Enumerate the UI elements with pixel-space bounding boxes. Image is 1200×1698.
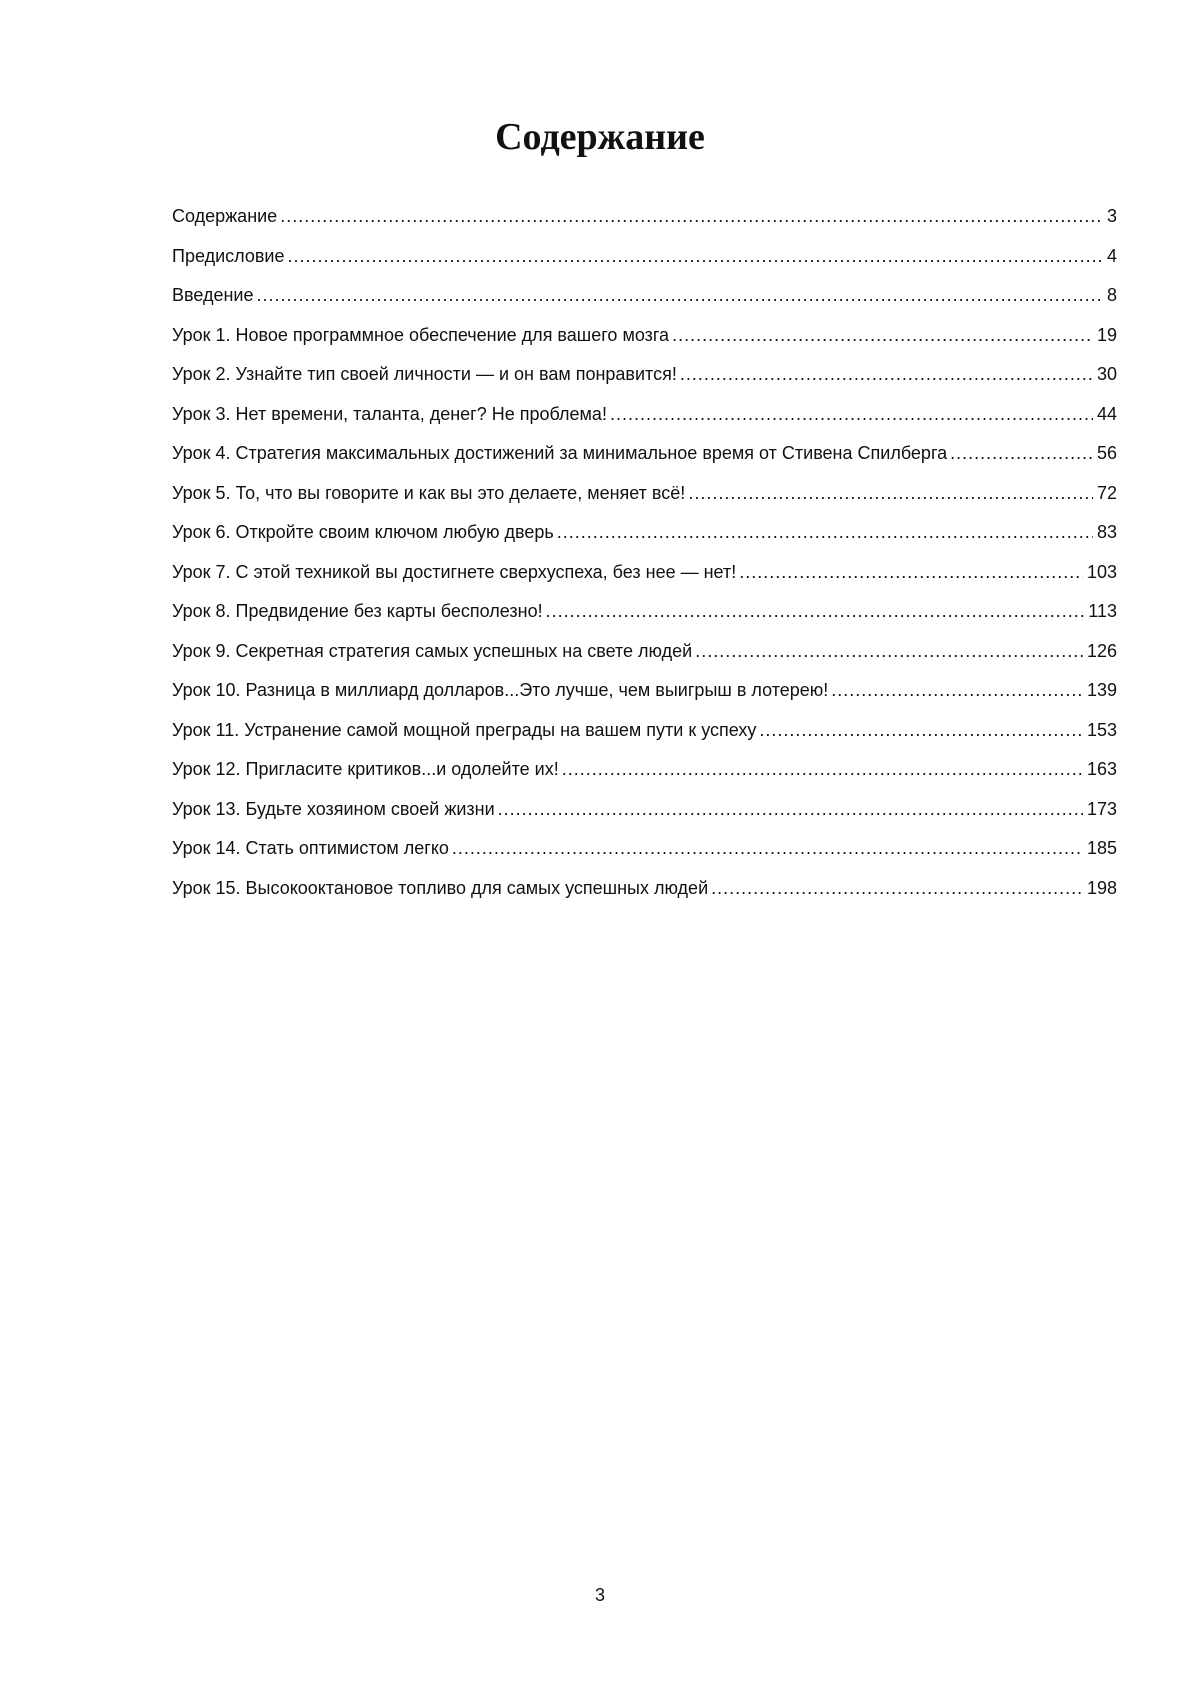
toc-entry-page-number: 139 [1086, 680, 1117, 700]
toc-entry-page-number: 3 [1106, 206, 1117, 226]
toc-entry-page-number: 163 [1086, 759, 1117, 779]
toc-entry-page-number: 30 [1096, 364, 1117, 384]
toc-entry[interactable] [172, 671, 1117, 711]
toc-dot-leader [280, 197, 1103, 237]
toc-entry[interactable] [172, 434, 1117, 474]
toc-entry[interactable] [172, 592, 1117, 632]
toc-entry-page-number: 19 [1096, 324, 1117, 345]
toc-entry-label: Урок 15. Высокооктановое топливо для самых успешных людей [172, 877, 709, 898]
toc-dot-leader [557, 513, 1093, 553]
toc-entry-label: Урок 3. Нет времени, таланта, денег? Не проблема! [172, 403, 607, 424]
toc-entry-label: Урок 9. Секретная стратегия самых успешных на свете людей [172, 640, 693, 661]
toc-entry-label: Введение [172, 285, 254, 305]
toc-entry-label: Урок 7. С этой техникой вы достигнете сверхуспеха, без нее — нет! [172, 561, 737, 582]
toc-dot-leader [610, 395, 1093, 435]
toc-entry-page-number: 185 [1086, 838, 1117, 858]
toc-entry[interactable] [172, 237, 1117, 277]
toc-entry-page-number: 113 [1088, 601, 1117, 621]
toc-entry-page-number: 72 [1096, 482, 1117, 503]
toc-dot-leader [452, 829, 1083, 869]
toc-entry[interactable] [172, 553, 1117, 593]
toc-entry-page-number: 103 [1086, 561, 1117, 582]
toc-entry-page-number: 198 [1086, 877, 1117, 898]
toc-entry[interactable] [172, 829, 1117, 869]
toc-entry-label: Урок 10. Разница в миллиард долларов...Это лучше, чем выигрыш в лотерею! [172, 680, 829, 700]
toc-entry[interactable] [172, 513, 1117, 553]
toc-dot-leader [831, 671, 1083, 711]
toc-entry-label: Урок 11. Устранение самой мощной преграды на вашем пути к успеху [172, 719, 757, 740]
toc-entry-label: Урок 6. Откройте своим ключом любую дверь [172, 522, 554, 542]
toc-entry-page-number: 126 [1086, 640, 1117, 661]
toc-entry[interactable] [172, 276, 1117, 316]
toc-entry[interactable] [172, 197, 1117, 237]
toc-entry[interactable] [172, 395, 1117, 435]
toc-entry-page-number: 8 [1106, 285, 1117, 305]
toc-dot-leader [688, 474, 1093, 514]
toc-dot-leader [562, 750, 1083, 790]
toc-dot-leader [950, 434, 1093, 474]
toc-dot-leader [739, 553, 1083, 593]
toc-entry[interactable] [172, 790, 1117, 830]
toc-entry[interactable] [172, 632, 1117, 672]
toc-entry-label: Предисловие [172, 245, 285, 266]
toc-entry-page-number: 4 [1106, 245, 1117, 266]
toc-entry-label: Урок 12. Пригласите критиков...и одолейте их! [172, 759, 559, 779]
toc-entry-label: Урок 4. Стратегия максимальных достижений за минимальное время от Стивена Спилберга [172, 443, 948, 463]
toc-entry-page-number: 44 [1096, 403, 1117, 424]
toc-dot-leader [498, 790, 1083, 830]
table-of-contents [172, 197, 1117, 908]
toc-entry-label: Урок 5. То, что вы говорите и как вы это делаете, меняет всё! [172, 482, 686, 503]
toc-entry[interactable] [172, 474, 1117, 514]
toc-entry-page-number: 56 [1096, 443, 1117, 463]
toc-entry[interactable] [172, 711, 1117, 751]
toc-entry-page-number: 83 [1096, 522, 1117, 542]
toc-entry-label: Содержание [172, 206, 278, 226]
toc-entry-label: Урок 1. Новое программное обеспечение для вашего мозга [172, 324, 670, 345]
toc-entry-label: Урок 2. Узнайте тип своей личности — и он вам понравится! [172, 364, 677, 384]
toc-entry-label: Урок 13. Будьте хозяином своей жизни [172, 798, 495, 819]
toc-dot-leader [672, 316, 1093, 356]
toc-entry[interactable] [172, 869, 1117, 909]
toc-dot-leader [287, 237, 1103, 277]
toc-dot-leader [680, 355, 1093, 395]
toc-dot-leader [257, 276, 1103, 316]
toc-dot-leader [711, 869, 1083, 909]
toc-dot-leader [546, 592, 1085, 632]
toc-entry[interactable] [172, 355, 1117, 395]
toc-entry-page-number: 153 [1086, 719, 1117, 740]
toc-entry-label: Урок 8. Предвидение без карты бесполезно! [172, 601, 543, 621]
toc-dot-leader [695, 632, 1083, 672]
toc-entry-page-number: 173 [1086, 798, 1117, 819]
toc-entry[interactable] [172, 316, 1117, 356]
toc-entry[interactable] [172, 750, 1117, 790]
page-title: Содержание [495, 116, 705, 158]
page-number: 3 [594, 1585, 605, 1605]
toc-entry-label: Урок 14. Стать оптимистом легко [172, 838, 449, 858]
toc-dot-leader [759, 711, 1083, 751]
